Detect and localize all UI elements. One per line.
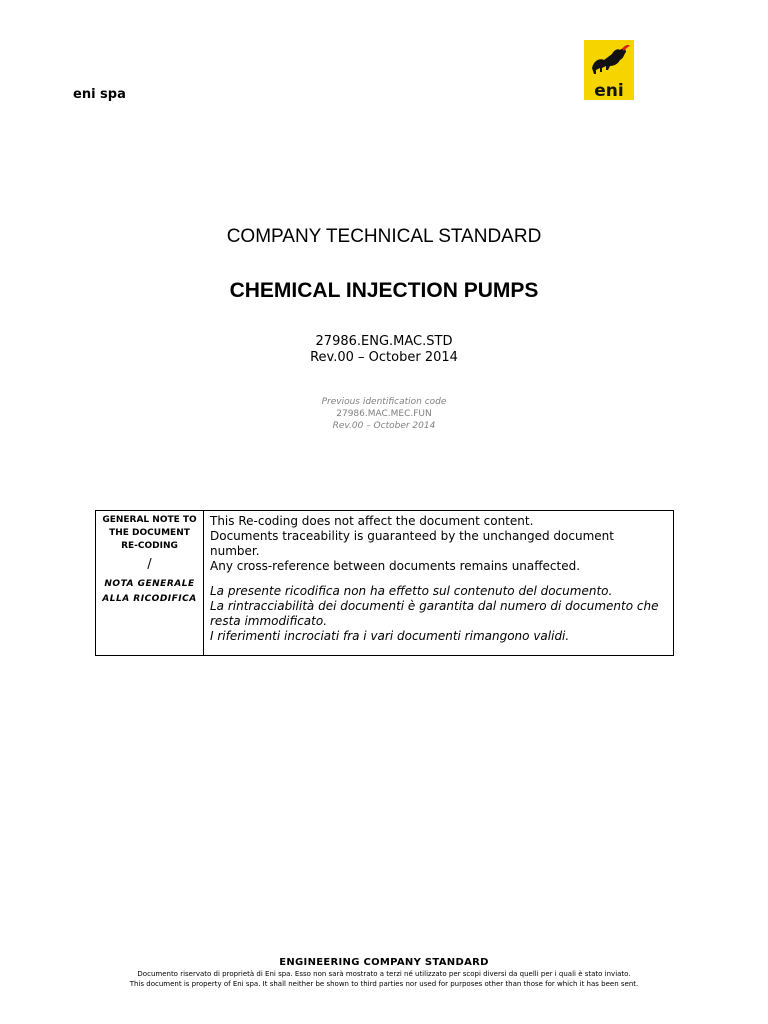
- note-en-line: Documents traceability is guaranteed by the unchanged document number.: [210, 529, 614, 558]
- eni-logo: [584, 40, 634, 100]
- previous-identification: [0, 396, 768, 432]
- document-revision: Rev.00 – October 2014: [310, 350, 458, 365]
- note-header-it: NOTA GENERALE ALLA RICODIFICA: [102, 579, 197, 604]
- note-en-line: Any cross-reference between documents remains unaffected.: [210, 559, 581, 573]
- document-code: 27986.ENG.MAC.STD: [315, 334, 453, 349]
- previous-label: Previous identification code: [321, 397, 447, 407]
- note-it-line: I riferimenti incrociati fra i vari documenti rimangono validi.: [210, 629, 570, 643]
- note-en-line: This Re-coding does not affect the document content.: [210, 514, 534, 528]
- logo-text: eni: [594, 81, 624, 100]
- note-header-separator: /: [147, 557, 152, 572]
- footer-standard: ENGINEERING COMPANY STANDARD: [279, 957, 489, 968]
- footer-confidential-it: Documento riservato di proprietà di Eni spa. Esso non sarà mostrato a terzi né utilizzato per scopi diversi da quelli per i quali è stato inviato.: [137, 970, 631, 978]
- recoding-note-table: [95, 510, 674, 656]
- previous-code: 27986.MAC.MEC.FUN: [336, 409, 432, 419]
- note-body-cell: [204, 511, 673, 655]
- document-type: COMPANY TECHNICAL STANDARD: [226, 226, 542, 247]
- note-it-group: [210, 584, 667, 644]
- note-header-en: GENERAL NOTE TO THE DOCUMENT RE-CODING: [102, 515, 197, 551]
- note-it-line: La rintracciabilità dei documenti è garantita dal numero di documento che resta immodificato.: [210, 599, 659, 628]
- note-header-cell: [96, 511, 204, 655]
- footer-confidential-en: This document is property of Eni spa. It shall neither be shown to third parties nor used for purposes other than those for which it has been sent.: [129, 980, 639, 988]
- note-it-line: La presente ricodifica non ha effetto sul contenuto del documento.: [210, 584, 613, 598]
- footer: [0, 956, 768, 989]
- previous-revision: Rev.00 – October 2014: [332, 421, 436, 431]
- document-title: CHEMICAL INJECTION PUMPS: [229, 279, 539, 302]
- company-name: eni spa: [73, 87, 126, 102]
